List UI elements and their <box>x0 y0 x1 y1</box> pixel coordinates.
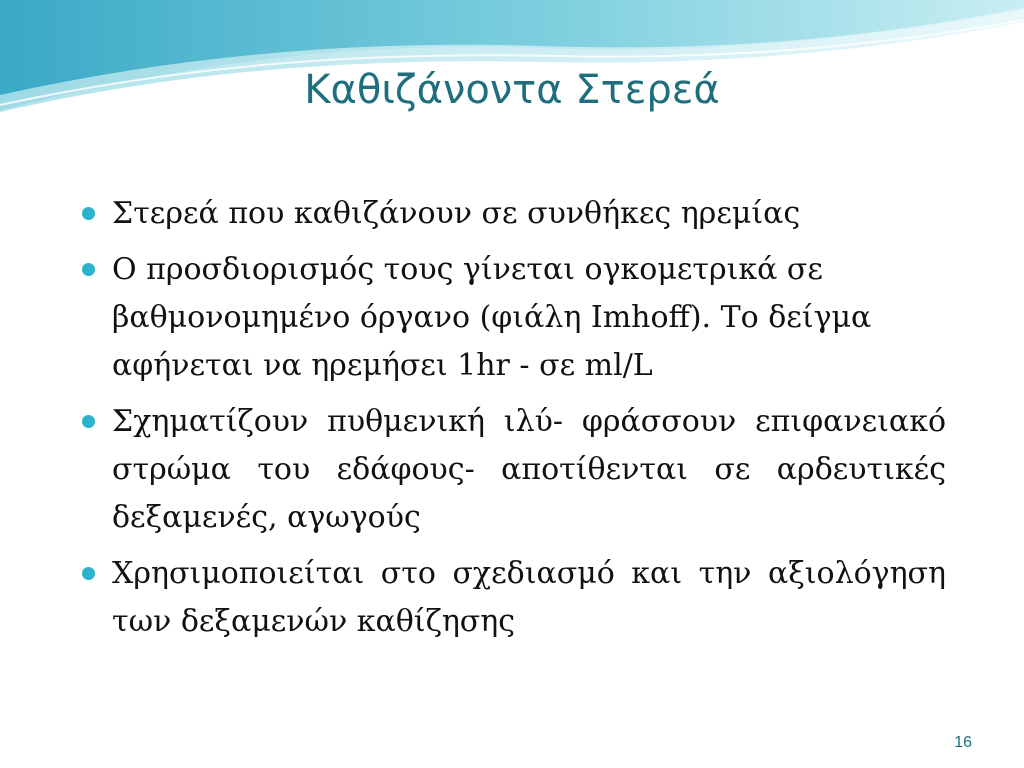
bullet-icon <box>82 207 95 220</box>
bullet-icon <box>82 263 95 276</box>
bullet-item <box>80 190 946 238</box>
bullet-item <box>80 246 946 390</box>
bullet-text: Χρησιμοποιείται στο σχεδιασμό και την αξιολόγηση των δεξαμενών καθίζησης <box>112 556 946 639</box>
bullet-item <box>80 550 946 646</box>
bullet-icon <box>82 567 95 580</box>
bullet-item <box>80 398 946 542</box>
bullet-text: Στερεά που καθιζάνουν σε συνθήκες ηρεμίας <box>112 196 801 231</box>
page-number: 16 <box>954 734 972 751</box>
bullet-list <box>80 190 946 654</box>
bullet-text: Σχηματίζουν πυθμενική ιλύ- φράσσουν επιφανειακό στρώμα του εδάφους- αποτίθενται σε αρδευτικές δεξαμενές, αγωγούς <box>112 404 946 535</box>
bullet-text: Ο προσδιορισμός τους γίνεται ογκομετρικά σε βαθμονομημένο όργανο (φιάλη Imhoff). Το δείγμα αφήνεται να ηρεμήσει 1hr - σε ml/L <box>112 252 872 383</box>
bullet-icon <box>82 415 95 428</box>
slide-title: Καθιζάνοντα Στερεά <box>304 67 720 113</box>
